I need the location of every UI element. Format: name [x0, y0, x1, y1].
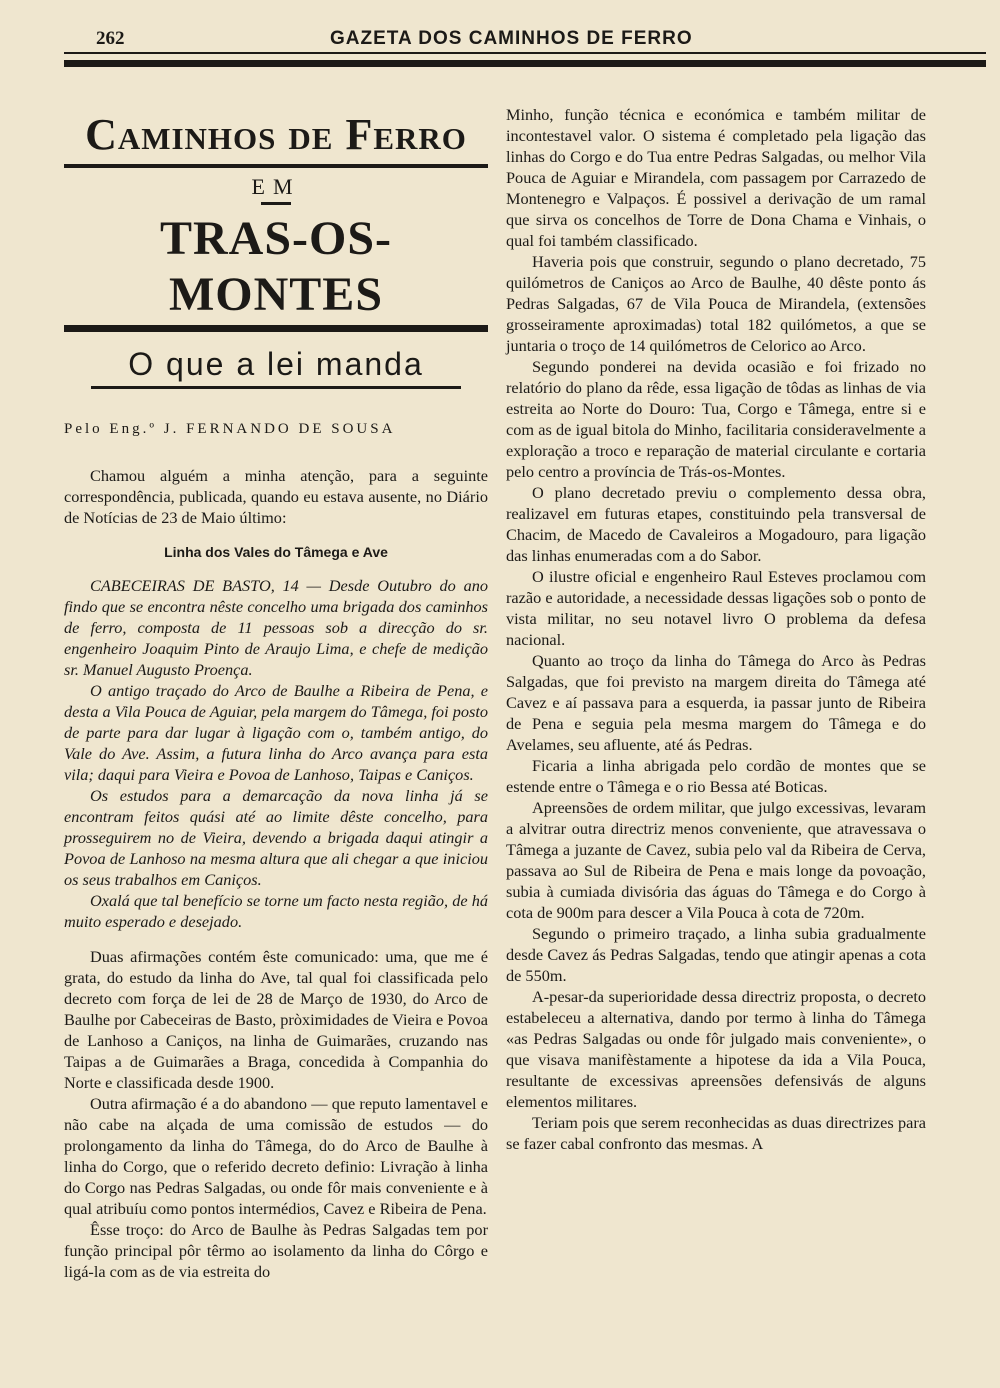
section-heading: Linha dos Vales do Tâmega e Ave	[164, 544, 388, 560]
right-column	[506, 104, 926, 1154]
body-paragraph: Teriam pois que serem reconhecidas as duas directrizes para se fazer cabal confronto das mesmas. A	[506, 1113, 926, 1153]
header-rule-thin	[64, 52, 986, 54]
quote-paragraph: O antigo traçado do Arco de Baulhe a Ribeira de Pena, e desta a Vila Pouca de Aguiar, pela margem do Tâmega, foi posto de parte para dar lugar à ligação com o, também antigo, do Vale do Ave. Assim, a futura linha do Arco avança para esta vila; daqui para Vieira e Povoa de Lanhoso, Taipas e Caniços.	[64, 681, 488, 784]
em-underline	[261, 202, 291, 205]
journal-title: GAZETA DOS CAMINHOS DE FERRO	[330, 28, 693, 49]
title-rule-2	[64, 325, 488, 332]
body-paragraph: O ilustre oficial e engenheiro Raul Esteves proclamou com razão e autoridade, a necessidade dessas ligações sob o ponto de vista militar, no seu notavel livro O problema da defesa nacional.	[506, 567, 926, 649]
body-paragraph: Haveria pois que construir, segundo o plano decretado, 75 quilómetros de Caniços ao Arco de Baulhe, 40 dêste ponto ás Pedras Salgadas, 67 de Vila Pouca de Mirandela, (extensões grosseiramente aproximadas) total 182 quilómetos, a que se juntaria o troço de 14 quilómetros de Celorico ao Arco.	[506, 252, 926, 355]
article-title-line1: Caminhos de Ferro	[85, 110, 467, 159]
body-paragraph: Duas afirmações contém êste comunicado: uma, que me é grata, do estudo da linha do Ave, tal qual foi classificada pelo decreto com força de lei de 28 de Março de 1930, do Arco de Baulhe por Cabeceiras de Basto, pròximidades de Vieira e Povoa de Lanhoso a Caniços, na linha de Guimarães, cruzando nas Taipas a de Guimarães a Braga, concedida à Companhia do Norte e classificada desde 1900.	[64, 947, 488, 1092]
intro-paragraph: Chamou alguém a minha atenção, para a seguinte correspondência, publicada, quando eu estava ausente, no Diário de Notícias de 23 de Maio último:	[64, 466, 488, 527]
body-paragraph: Outra afirmação é a do abandono — que reputo lamentavel e não cabe na alçada de uma comissão de estudos — do prolongamento da linha do Tâmega, do do Arco de Baulhe à linha do Corgo, que o referido decreto definio: Livração à linha do Corgo nas Pedras Salgadas, ou onde fôr mais conveniente e à qual atribuíu como pontos intermédios, Cavez e Ribeira de Pena.	[64, 1094, 488, 1218]
title-rule-1	[64, 164, 488, 168]
body-paragraph: Ficaria a linha abrigada pelo cordão de montes que se estende entre o Tâmega e o rio Bessa até Boticas.	[506, 756, 926, 796]
quote-paragraph: CABECEIRAS DE BASTO, 14 — Desde Outubro do ano findo que se encontra nêste concelho uma brigada dos caminhos de ferro, composta de 11 pessoas sob a direcção do sr. engenheiro Joaquim Pinto de Araujo Lima, e chefe de medição sr. Manuel Augusto Proença.	[64, 576, 488, 679]
body-paragraph: Êsse troço: do Arco de Baulhe às Pedras Salgadas tem por função principal pôr têrmo ao isolamento da linha do Côrgo e ligá-la com as de via estreita do	[64, 1220, 488, 1281]
article-subtitle: O que a lei manda	[128, 346, 424, 382]
body-paragraph: Quanto ao troço da linha do Tâmega do Arco às Pedras Salgadas, que foi previsto na margem direita do Tâmega até Cavez e aí passava para a esquerda, ia passar junto de Ribeira de Pena e seguia pela mesma margem do Tâmega e do Avelames, seu afluente, até ás Pedras.	[506, 651, 926, 754]
body-paragraph: O plano decretado previu o complemento dessa obra, realizavel em futuras etapes, constituindo pela transversal de Chacim, de Macedo de Cavaleiros a Mogadouro, para ligação das linhas enumeradas com a do Sabor.	[506, 483, 926, 565]
left-body	[64, 465, 488, 1282]
article-title-line2: TRAS-OS-MONTES	[159, 212, 393, 321]
body-paragraph: Segundo o primeiro traçado, a linha subia gradualmente desde Cavez ás Pedras Salgadas, tendo que atingir apenas a cota de 550m.	[506, 924, 926, 985]
article-title-em: EM	[251, 174, 301, 199]
body-paragraph: Segundo ponderei na devida ocasião e foi frizado no relatório do plano da rêde, essa ligação de tôdas as linhas de via estreita ao Norte do Douro: Tua, Corgo e Tâmega, entre si e com as de igual bitola do Minho, facilitaria consideravelmente a exploração a troco e reparação de material circulante e cortaria pelo centro a província de Trás-os-Montes.	[506, 357, 926, 481]
page-number: 262	[96, 28, 125, 49]
spacer	[64, 932, 488, 946]
body-paragraph: Minho, função técnica e económica e também militar de incontestavel valor. O sistema é completado pela ligação das linhas do Corgo e do Tua entre Pedras Salgadas, ou melhor Vila Pouca de Aguiar e Mirandela, com passagem por Carrazedo de Montenegro e Valpaços. É possivel a derivação de um ramal que sirva os concelhos de Torre de Dona Chama e Vinhais, o qual foi também classificado.	[506, 105, 926, 250]
body-paragraph: Apreensões de ordem militar, que julgo excessivas, levaram a alvitrar outra directriz menos conveniente, que atravessava o Tâmega a juzante de Cavez, subia pelo val da Ribeira de Cerva, passava ao Sul de Ribeira de Pena e mais longe da povoação, subia à cumiada divisória das águas do Tâmega e do Corgo à cota de 900m para descer a Vila Pouca à cota de 720m.	[506, 798, 926, 922]
left-column	[64, 108, 488, 1282]
subtitle-underline	[91, 386, 461, 389]
body-paragraph: A-pesar-da superioridade dessa directriz proposta, o decreto estabeleceu a alternativa, dando por termo à linha do Tâmega «as Pedras Salgadas ou onde fôr julgado mais conveniente», o que visava manifèstamente a hipotese da ida a Vila Pouca, resultante de excessivas apreensões defensivás de alguns elementos militares.	[506, 987, 926, 1111]
quote-paragraph: Oxalá que tal benefício se torne um facto nesta região, de há muito esperado e desejado.	[64, 891, 488, 931]
quote-paragraph: Os estudos para a demarcação da nova linha já se encontram feitos quási até ao limite dêste concelho, para prosseguirem no de Vieira, devendo a brigada daqui atingir a Povoa de Lanhoso na mesma altura que ali chegar a que iniciou os seus trabalhos em Caniços.	[64, 786, 488, 889]
header-rule-thick	[64, 60, 986, 67]
article-author: Pelo Eng.º J. FERNANDO DE SOUSA	[64, 421, 396, 437]
